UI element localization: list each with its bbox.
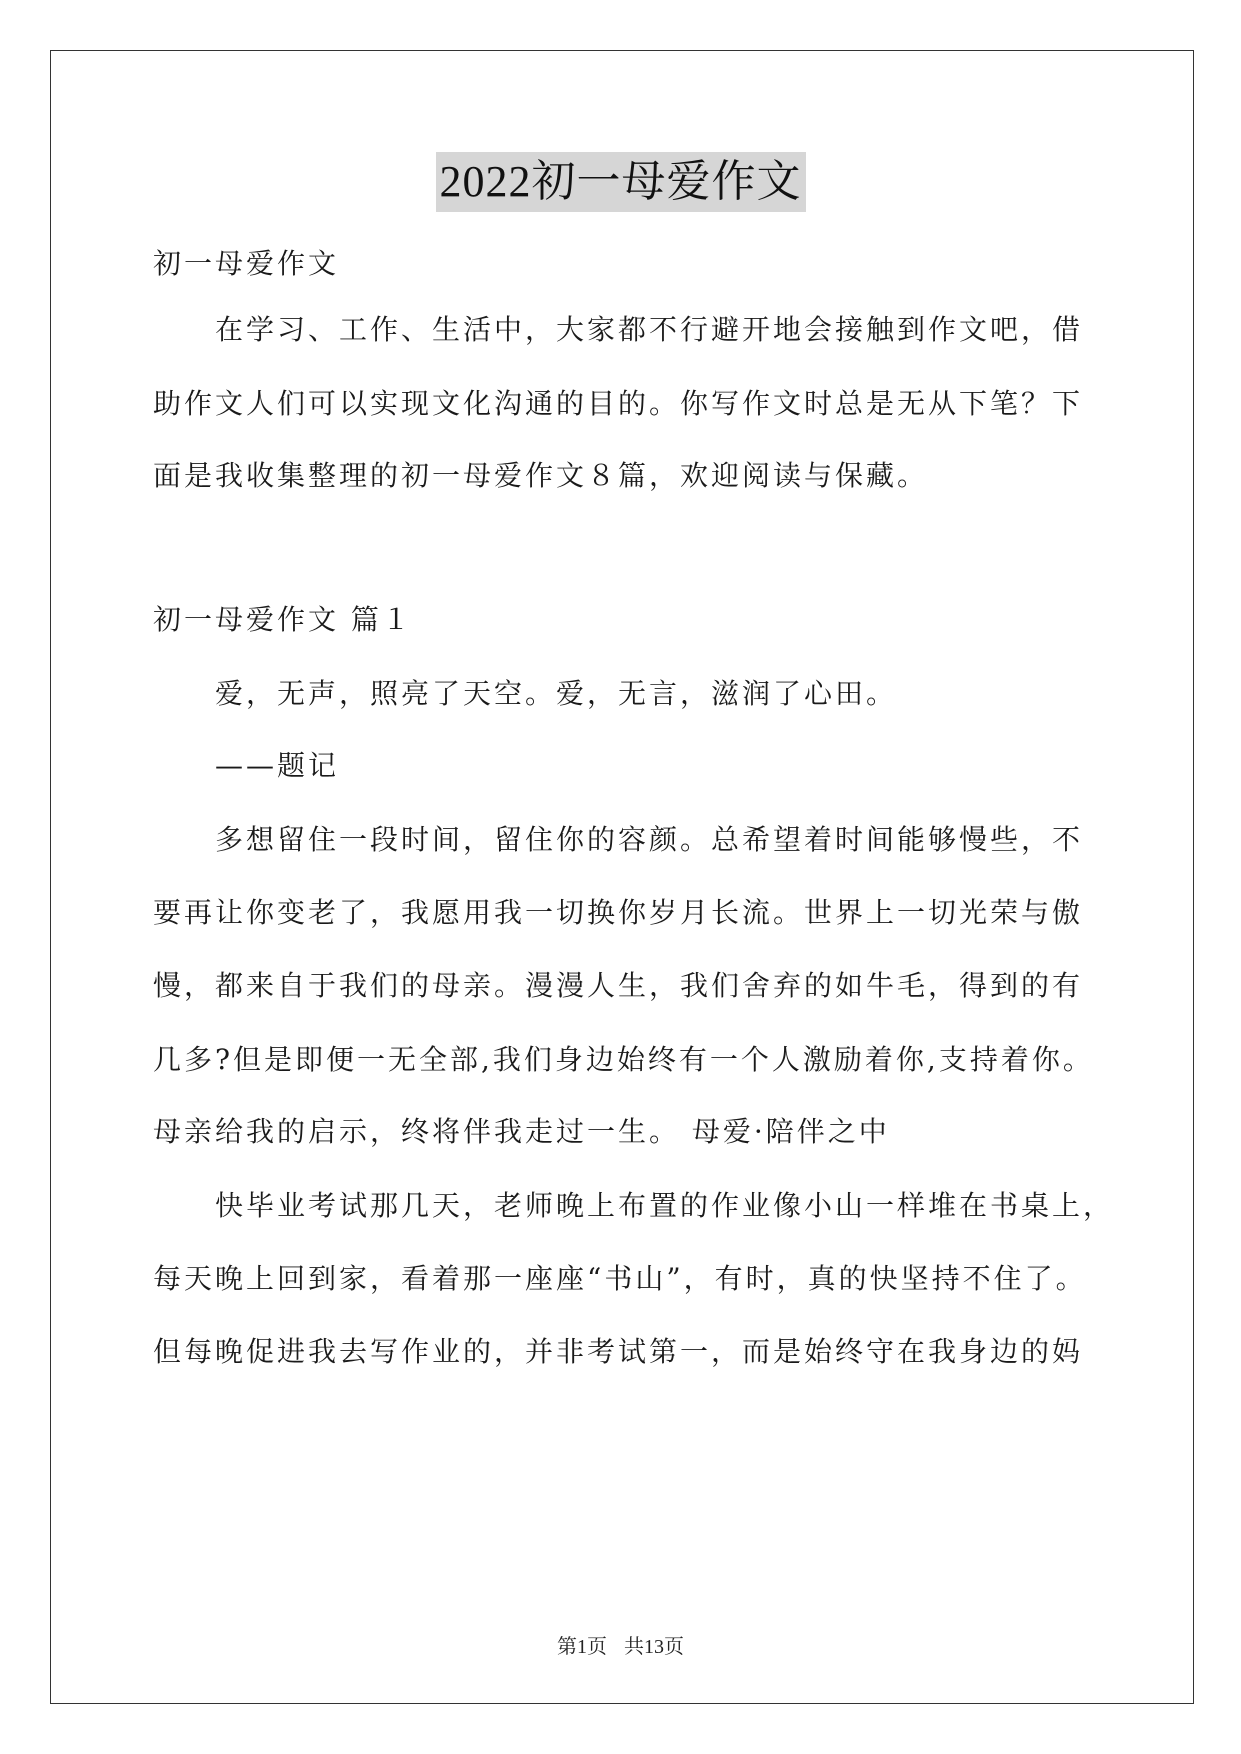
document-title: 2022初一母爱作文 <box>436 152 806 212</box>
paragraph1-line-4: 几多?但是即便一无全部,我们身边始终有一个人激励着你,支持着你。 <box>153 1043 1094 1076</box>
intro-line-2: 助作文人们可以实现文化沟通的目的。你写作文时总是无从下笔？下 <box>153 387 1084 420</box>
epigraph: 爱，无声，照亮了天空。爱，无言，滋润了心田。 <box>215 677 898 710</box>
paragraph1-line-1: 多想留住一段时间，留住你的容颜。总希望着时间能够慢些，不 <box>215 823 1084 856</box>
paragraph2-line-1: 快毕业考试那几天，老师晚上布置的作业像小山一样堆在书桌上， <box>215 1189 1115 1222</box>
epigraph-source: ——题记 <box>215 749 340 782</box>
paragraph1-line-2: 要再让你变老了，我愿用我一切换你岁月长流。世界上一切光荣与傲 <box>153 896 1084 929</box>
section-heading: 初一母爱作文 篇１ <box>153 603 413 636</box>
page-total: 共13页 <box>624 1636 684 1658</box>
intro-line-1: 在学习、工作、生活中，大家都不行避开地会接触到作文吧，借 <box>215 313 1084 346</box>
paragraph2-line-2: 每天晚上回到家，看着那一座座“书山”，有时，真的快坚持不住了。 <box>153 1262 1087 1295</box>
title-container <box>0 152 1241 212</box>
intro-line-3: 面是我收集整理的初一母爱作文８篇，欢迎阅读与保藏。 <box>153 459 929 492</box>
page-border <box>50 50 1194 1704</box>
page-footer <box>0 1630 1241 1659</box>
paragraph1-line-5: 母亲给我的启示，终将伴我走过一生。 母爱·陪伴之中 <box>153 1115 890 1148</box>
paragraph1-line-3: 慢，都来自于我们的母亲。漫漫人生，我们舍弃的如牛毛，得到的有 <box>153 969 1084 1002</box>
paragraph2-line-3: 但每晚促进我去写作业的，并非考试第一，而是始终守在我身边的妈 <box>153 1335 1084 1368</box>
page-number: 第1页 <box>557 1636 607 1658</box>
subtitle: 初一母爱作文 <box>153 247 340 280</box>
